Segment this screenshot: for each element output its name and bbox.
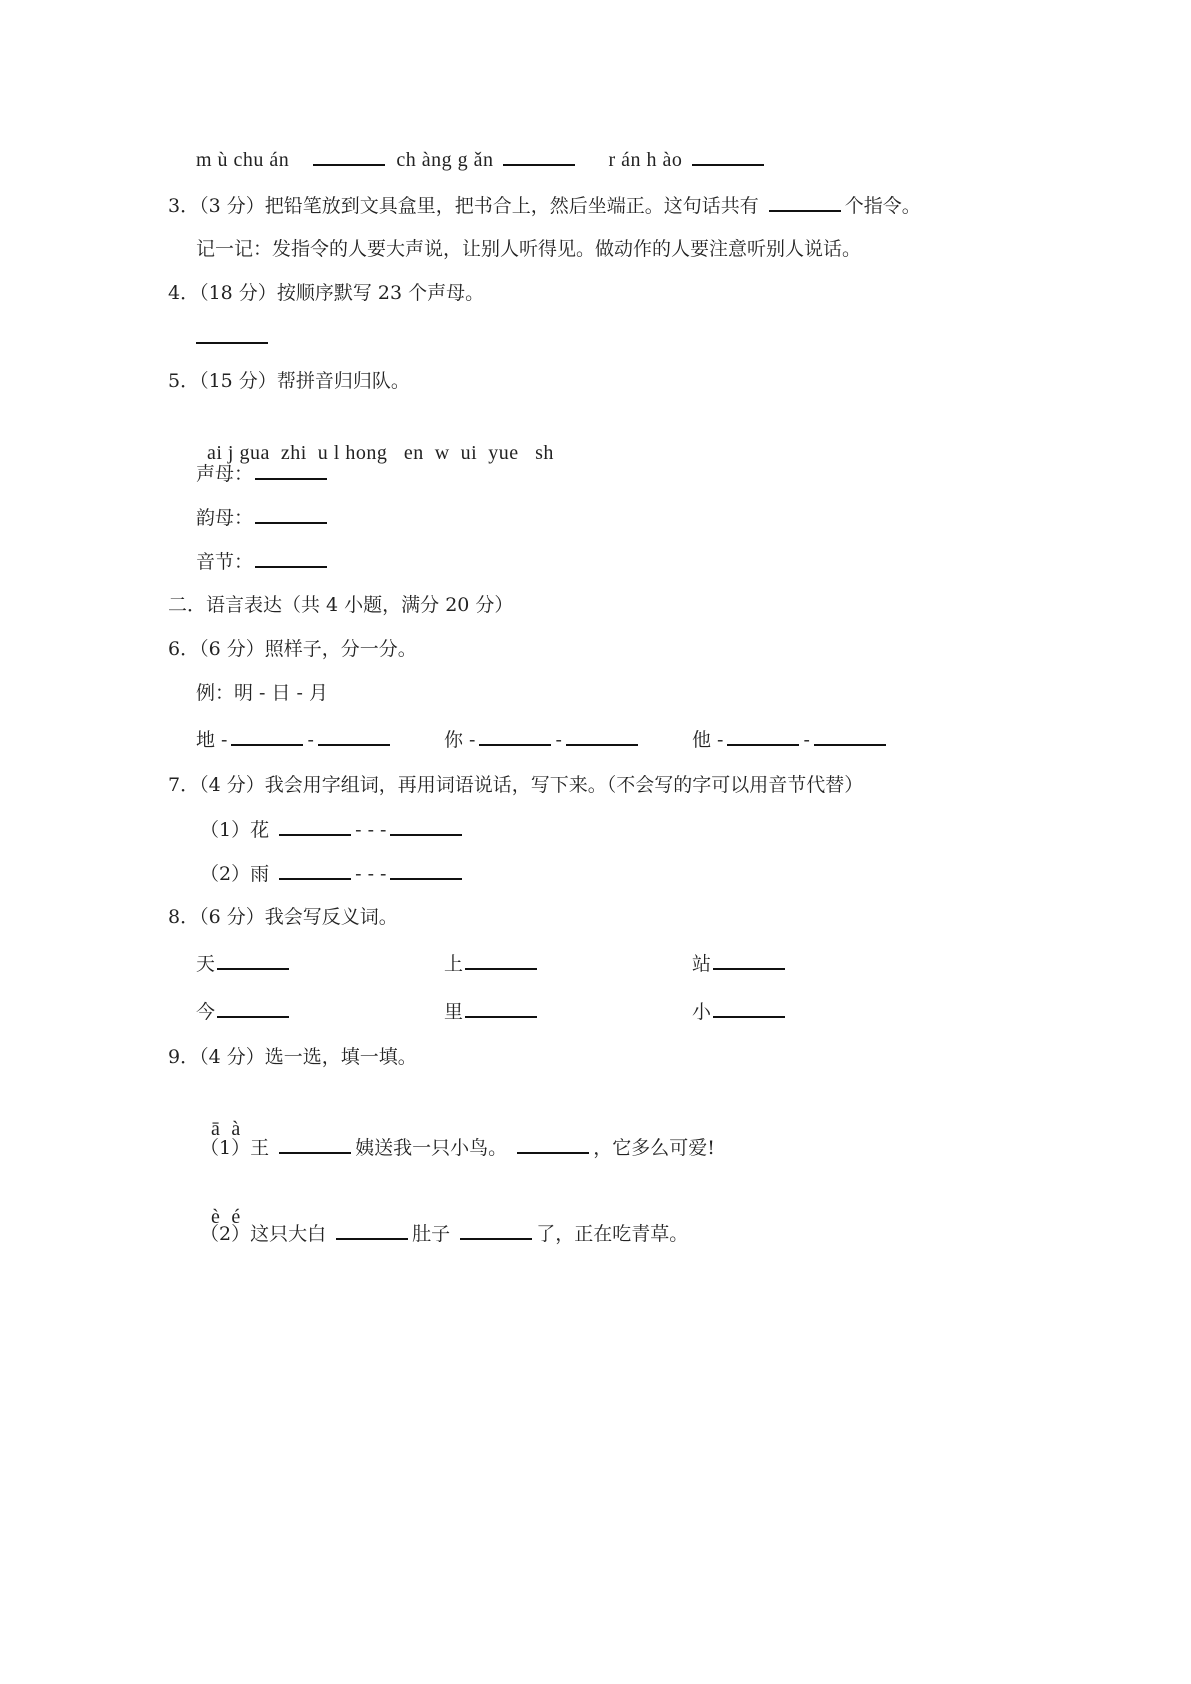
question-number: 5． (168, 370, 200, 392)
question-4 (168, 280, 484, 306)
answer-blank[interactable] (517, 1134, 589, 1154)
answer-blank[interactable] (336, 1220, 408, 1240)
question-9-part-2 (200, 1220, 688, 1247)
char-label: 地 - (196, 729, 228, 751)
antonym-word: 里 (444, 1001, 464, 1023)
pinyin-list-text: ai j gua zhi u l hong en w ui yue sh (207, 442, 554, 464)
part-text: 姨送我一只小鸟。 (355, 1137, 508, 1159)
question-6-example (196, 680, 328, 706)
question-points: （3 分） (199, 195, 265, 217)
question-7-part-2 (200, 860, 466, 887)
answer-blank[interactable] (217, 950, 289, 970)
question-points: （18 分） (199, 282, 277, 304)
answer-blank[interactable] (713, 950, 785, 970)
antonym-word: 上 (444, 953, 464, 975)
dash: - (555, 729, 562, 751)
question-number: 4． (168, 282, 200, 304)
answer-blank[interactable] (727, 726, 799, 746)
answer-blank[interactable] (279, 1134, 351, 1154)
answer-blank[interactable] (313, 146, 385, 166)
dash: - (307, 729, 314, 751)
answer-blank[interactable] (390, 816, 462, 836)
options-text: ā à (211, 1118, 241, 1140)
antonym-item (196, 950, 291, 977)
question-number: 9． (168, 1046, 200, 1068)
section-2-title (168, 592, 513, 618)
antonym-item (196, 998, 291, 1025)
answer-blank[interactable] (692, 146, 764, 166)
pinyin-list (196, 414, 554, 466)
part-text: （2）这只大白 (200, 1223, 327, 1245)
question-7-part-1 (200, 816, 466, 843)
answer-blank[interactable] (479, 726, 551, 746)
answer-blank[interactable] (255, 460, 327, 480)
question-number: 7． (168, 774, 200, 796)
shengmu-row (196, 460, 329, 487)
options-text: è é (211, 1206, 241, 1228)
question-7 (168, 772, 863, 798)
part-text: 了，正在吃青草。 (536, 1223, 689, 1245)
example-text: 例：明 - 日 - 月 (196, 682, 328, 704)
answer-blank[interactable] (255, 548, 327, 568)
yinjie-row (196, 548, 329, 575)
question-4-answer (196, 324, 268, 351)
antonym-item (692, 998, 787, 1025)
yinjie-label: 音节： (196, 551, 254, 573)
question-points: （6 分） (199, 906, 265, 928)
question-5 (168, 368, 410, 394)
question-6 (168, 636, 417, 662)
question-points: （6 分） (199, 638, 265, 660)
answer-blank[interactable] (503, 146, 575, 166)
part-label: （2）雨 (200, 863, 270, 885)
question-points: （4 分） (199, 774, 265, 796)
answer-blank[interactable] (196, 324, 268, 344)
antonym-item (444, 998, 539, 1025)
question-8 (168, 904, 398, 930)
question-points: （4 分） (199, 1046, 265, 1068)
answer-blank[interactable] (465, 950, 537, 970)
answer-blank[interactable] (279, 860, 351, 880)
answer-blank[interactable] (255, 504, 327, 524)
question-number: 3． (168, 195, 200, 217)
antonym-word: 天 (196, 953, 216, 975)
antonym-item (444, 950, 539, 977)
antonym-word: 今 (196, 1001, 216, 1023)
question-text: 我会写反义词。 (264, 906, 398, 928)
split-item-1 (196, 726, 394, 753)
yunmu-row (196, 504, 329, 531)
question-number: 6． (168, 638, 200, 660)
question-text: 把铅笔放到文具盒里，把书合上，然后坐端正。这句话共有 (264, 195, 759, 217)
antonym-word: 小 (692, 1001, 712, 1023)
question-text: 选一选，填一填。 (264, 1046, 417, 1068)
answer-blank[interactable] (217, 998, 289, 1018)
question-9-part-1 (200, 1134, 715, 1161)
antonym-item (692, 950, 787, 977)
answer-blank[interactable] (566, 726, 638, 746)
pinyin-item-1: m ù chu án (196, 149, 290, 171)
dashes: - - - (355, 819, 387, 841)
question-9 (168, 1044, 417, 1070)
antonym-word: 站 (692, 953, 712, 975)
note-text: 记一记：发指令的人要大声说，让别人听得见。做动作的人要注意听别人说话。 (196, 238, 862, 260)
pinyin-item-2: ch àng g ǎn (396, 149, 494, 171)
yunmu-label: 韵母： (196, 507, 254, 529)
answer-blank[interactable] (318, 726, 390, 746)
part-text: （1）王 (200, 1137, 270, 1159)
question-text: 照样子，分一分。 (264, 638, 417, 660)
answer-blank[interactable] (460, 1220, 532, 1240)
part-text: 肚子 (412, 1223, 451, 1245)
answer-blank[interactable] (279, 816, 351, 836)
split-item-3 (692, 726, 890, 753)
question-text: 按顺序默写 23 个声母。 (276, 282, 485, 304)
answer-blank[interactable] (465, 998, 537, 1018)
pinyin-item-3: r án h ào (608, 149, 683, 171)
question-text: 我会用字组词，再用词语说话，写下来。（不会写的字可以用音节代替） (264, 774, 864, 796)
answer-blank[interactable] (390, 860, 462, 880)
answer-blank[interactable] (231, 726, 303, 746)
char-label: 你 - (444, 729, 476, 751)
part-text: ，它多么可爱! (593, 1137, 715, 1159)
pinyin-row (196, 146, 768, 173)
part-label: （1）花 (200, 819, 270, 841)
split-item-2 (444, 726, 642, 753)
section-title: 二．语言表达（共 4 小题，满分 20 分） (168, 594, 514, 616)
question-text-after: 个指令。 (844, 195, 921, 217)
dashes: - - - (355, 863, 387, 885)
question-points: （15 分） (199, 370, 277, 392)
answer-blank[interactable] (769, 192, 841, 212)
char-label: 他 - (692, 729, 724, 751)
answer-blank[interactable] (814, 726, 886, 746)
dash: - (803, 729, 810, 751)
question-3-note (196, 236, 861, 262)
question-number: 8． (168, 906, 200, 928)
question-text: 帮拼音归归队。 (276, 370, 410, 392)
question-3 (168, 192, 921, 219)
shengmu-label: 声母： (196, 463, 254, 485)
answer-blank[interactable] (713, 998, 785, 1018)
